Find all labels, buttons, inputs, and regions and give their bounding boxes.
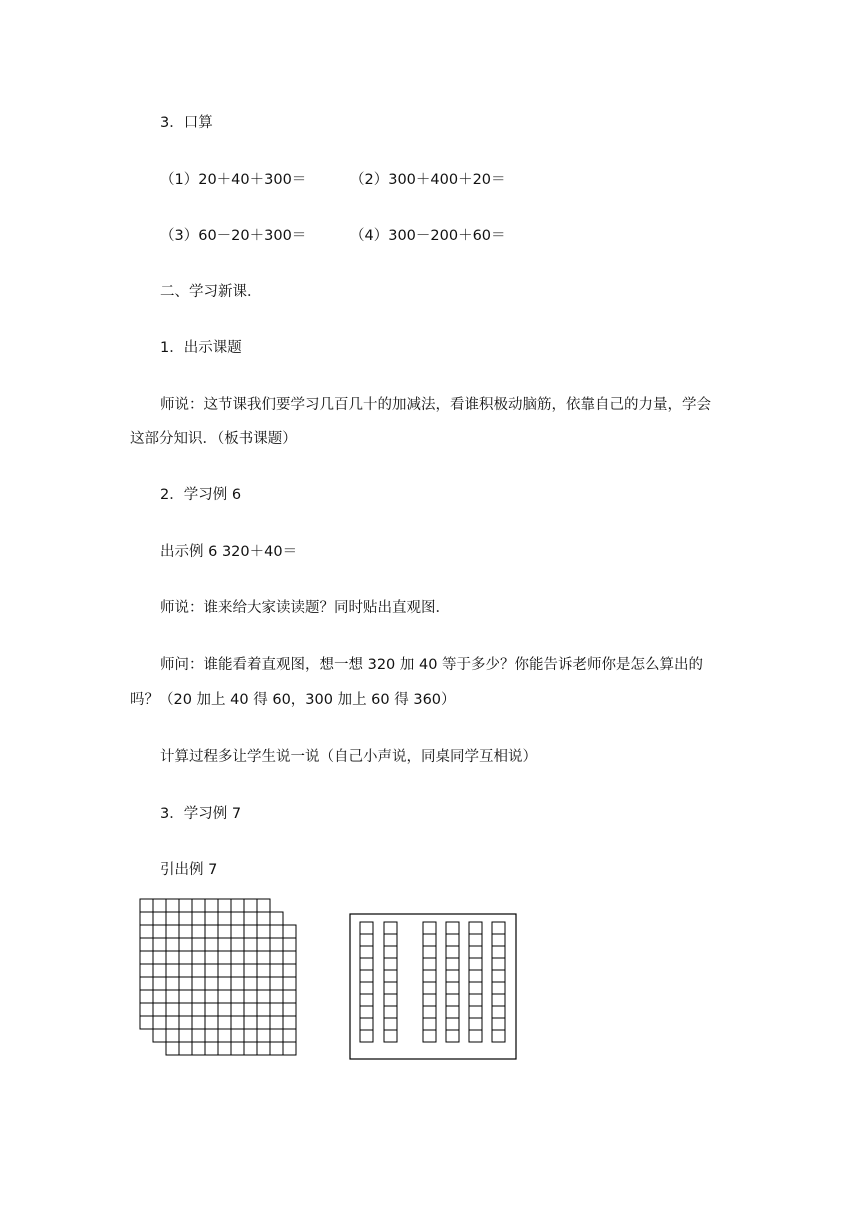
ten-stick: [492, 922, 505, 1042]
teacher-says-1-cont: 这部分知识．（板书课题）: [130, 431, 297, 447]
hundreds-blocks-group: [140, 899, 296, 1055]
example-6: 出示例 6 320＋40＝: [160, 544, 298, 560]
ten-stick: [469, 922, 482, 1042]
oral-calc-heading: 3．口算: [160, 115, 213, 131]
exercise-2: （2）300＋400＋20＝: [350, 172, 506, 188]
hundreds-blocks-figure: [138, 897, 303, 1061]
step-3-heading: 3．学习例 7: [160, 806, 242, 822]
tens-sticks-figure: [348, 912, 518, 1062]
ten-stick: [446, 922, 459, 1042]
teacher-says-1: 师说：这节课我们要学习几百几十的加减法，看谁积极动脑筋，依靠自己的力量，学会: [160, 397, 711, 413]
ten-stick: [360, 922, 373, 1042]
ten-stick: [384, 922, 397, 1042]
exercise-4: （4）300－200＋60＝: [350, 228, 506, 244]
step-2-heading: 2．学习例 6: [160, 487, 242, 503]
tens-sticks-group: [350, 914, 516, 1059]
hundred-block: [166, 925, 296, 1055]
teacher-asks: 师问：谁能看着直观图，想一想 320 加 40 等于多少？你能告诉老师你是怎么算出的: [160, 657, 704, 673]
exercise-3: （3）60－20＋300＝: [160, 228, 307, 244]
ten-stick: [423, 922, 436, 1042]
section-heading: 二、学习新课．: [160, 284, 262, 300]
teacher-asks-cont: 吗？（20 加上 40 得 60，300 加上 60 得 360）: [130, 692, 456, 708]
teacher-says-2: 师说：谁来给大家读读题？同时贴出直观图．: [160, 600, 450, 616]
step-1-heading: 1．出示课题: [160, 340, 242, 356]
exercise-1: （1）20＋40＋300＝: [160, 172, 307, 188]
calc-process-note: 计算过程多让学生说一说（自己小声说，同桌同学互相说）: [160, 749, 537, 765]
example-7-intro: 引出例 7: [160, 862, 218, 878]
